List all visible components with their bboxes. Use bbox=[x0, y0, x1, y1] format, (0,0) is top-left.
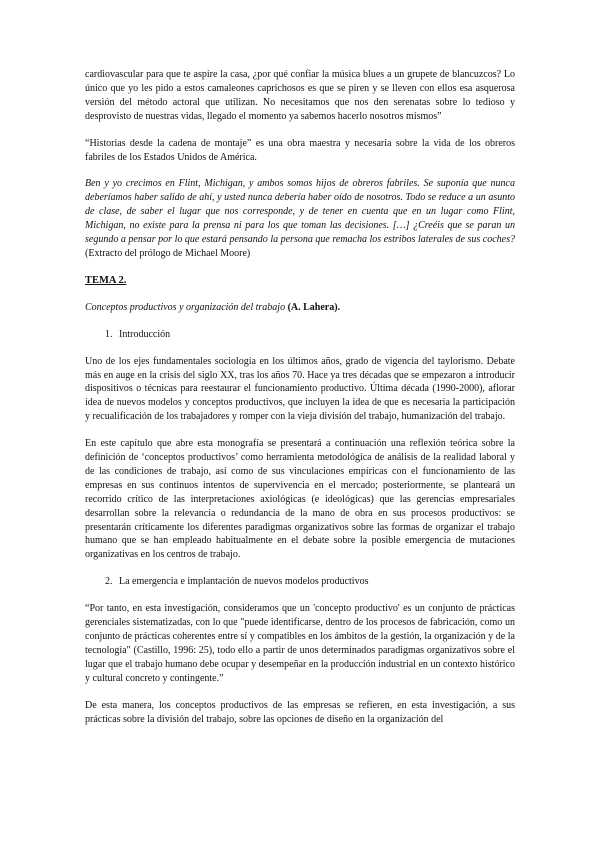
prologue-attribution: (Extracto del prólogo de Michael Moore) bbox=[85, 247, 251, 259]
paragraph-quote-end: cardiovascular para que te aspire la casa, ¿por qué confiar la música blues a un grupete de blancuzcos? Lo único que yo les pido a estos camaleones caprichosos es que se piren y se lleven con ellos esa asquerosa versión del método actoral que utilizan. No necesitamos que nos den serenatas sobre lo tedioso y desprovisto de nuestras vidas, llegado el momento ya sabemos hacerlo nosotros mismos” bbox=[85, 69, 515, 122]
paragraph-definition-quote: “Por tanto, en esta investigación, consideramos que un 'concepto productivo' es un conjunto de prácticas gerenciales sistematizadas, con lo que "puede identificarse, dentro de los procesos de fabricación, como un conjunto de prácticas coherentes entre sí y compatibles en los ámbitos de la gestión, la organización y de la tecnología" (Castillo, 1996: 25), todo ello a partir de unos determinados paradigmas organizativos sobre el lugar que el trabajo humano debe ocupar y desempeñar en la producción industrial en un contexto histórico y cultural concreto y contingente.” bbox=[85, 603, 515, 684]
paragraph-conclusion: De esta manera, los conceptos productivos de las empresas se refieren, en esta investigación, a sus prácticas sobre la división del trabajo, sobre las opciones de diseño en la organización del bbox=[85, 699, 515, 725]
list-label: Introducción bbox=[119, 328, 171, 340]
section-subtitle bbox=[85, 301, 515, 315]
paragraph-prologue-excerpt bbox=[85, 177, 515, 260]
list-item-introduccion bbox=[85, 328, 515, 342]
prologue-italic-text: Ben y yo crecimos en Flint, Michigan, y ambos somos hijos de obreros fabriles. Se suponía que nunca deberíamos haber salido de ahí, y usted nunca debería haber oído de nosotros. Todo se reduce a un asunto de clase, de saber el lugar que nos corresponde, y de tener en cuenta que en un lugar como Flint, Michigan, no existe para la prensa ni para los que toman las decisiones. […] ¿Creéis que se paran un segundo a pensar por lo que estará pensando la persona que remacha los estribos laterales de sus coches? bbox=[85, 178, 515, 246]
subtitle-italic: Conceptos productivos y organización del trabajo bbox=[85, 301, 286, 313]
list-number: 1. bbox=[105, 328, 113, 340]
paragraph-chapter-summary: En este capítulo que abre esta monografía se presentará a continuación una reflexión teórica sobre la definición de ‘conceptos productivos’ como herramienta metodológica de análisis de la realidad laboral y de las condiciones de trabajo, así como de sus vinculaciones empíricas con el funcionamiento de las empresas en sus continuos intentos de supervivencia en el mercado; posteriormente, se planteará un recorrido crítico de las interpretaciones axiológicas (e ideológicas) que las gerencias empresariales desarrollan sobre la relevancia o redundancia de la mano de obra en sus procesos productivos: se presentarán críticamente los diferentes paradigmas organizativos sobre las formas de organizar el trabajo humano que se han empleado habitualmente en el debate sobre la posible emergencia de mutaciones organizativas en los centros de trabajo. bbox=[85, 438, 515, 561]
paragraph-book-review: “Historias desde la cadena de montaje” es una obra maestra y necesaria sobre la vida de los obreros fabriles de los Estados Unidos de América. bbox=[85, 137, 515, 163]
list-label: La emergencia e implantación de nuevos modelos productivos bbox=[119, 576, 369, 588]
list-number: 2. bbox=[105, 576, 113, 588]
paragraph-intro: Uno de los ejes fundamentales sociología en los últimos años, grado de vigencia del taylorismo. Debate más en auge en la crisis del siglo XX, tras los años 70. Hace ya tres décadas que se empezaron a introducir dispositivos o técnicas para reestaurar el funcionamiento productivo. Última década (1990-2000), aflorar idea de nuevos modelos y conceptos productivos, que incluyen la idea de que es necesaria la participación y recualificación de los trabajadores y romper con la vieja división del trabajo, humanización del trabajo. bbox=[85, 355, 515, 423]
list-item-emergencia bbox=[85, 575, 515, 589]
section-heading: TEMA 2. bbox=[85, 274, 127, 286]
subtitle-author: (A. Lahera). bbox=[285, 301, 341, 313]
document-page bbox=[85, 68, 515, 726]
